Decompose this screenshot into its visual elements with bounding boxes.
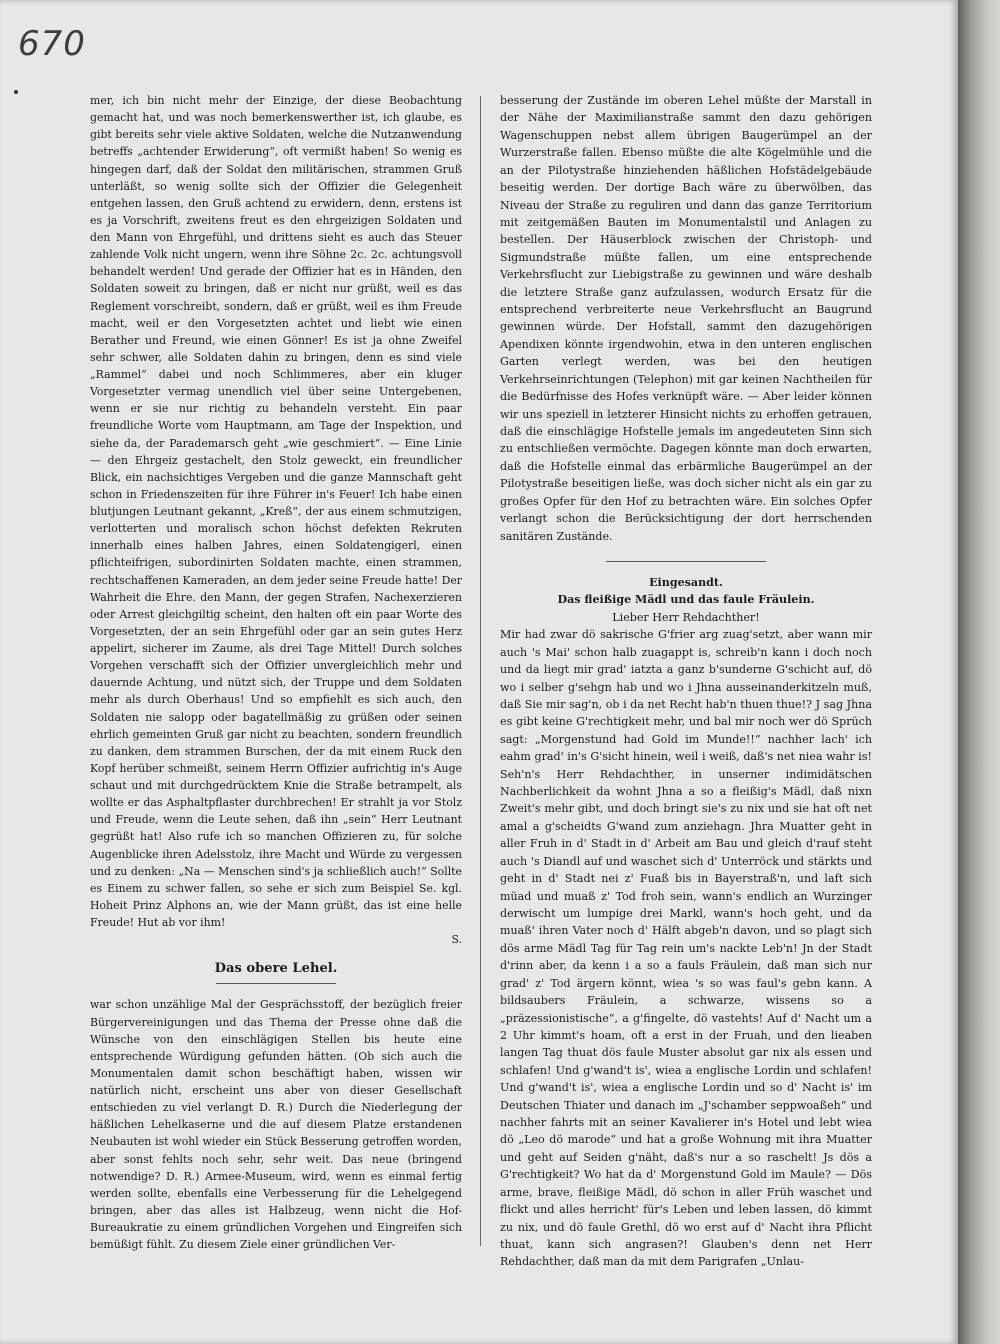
ink-dot	[14, 90, 18, 94]
letter-salutation: Lieber Herr Rehdachther!	[612, 610, 760, 624]
article-heading-oberes-lehel: Das obere Lehel.	[214, 961, 338, 977]
heading-underline	[216, 983, 336, 984]
handwritten-page-number: 670	[18, 24, 86, 64]
right-paragraph-1: besserung der Zustände im oberen Lehel müßte der Marstall in der Nähe der Maximilianstraße sammt den dazu gehörigen Wagenschuppen nebst allem übrigen Baugerümpel an der Wurzerstraße fallen. Ebenso müßte die alte Kögelmühle und die an der Pilotystraße hinziehenden häßlichen Hofstädelgebäude beseitig werden. Der dortige Bach wäre zu überwölben, das Niveau der Straße zu reguliren und dann das ganze Territorium mit zeitgemäßen Bauten im Monumentalstil und Anlagen zu bestellen. Der Häuserblock zwischen der Christoph- und Sigmundstraße müßte fallen, um eine entsprechende Verkehrsflucht zur Liebigstraße zu gewinnen und wäre deshalb die letztere Straße ganz aufzulassen, wodurch Ersatz für die entsprechend verbreiterte neue Verkehrsflucht an Baugrund gewinnen würde. Der Hofstall, sammt den dazugehörigen Apendixen könnte irgendwohin, etwa in den unteren englischen Garten verlegt werden, was bei den heutigen Verkehrseinrichtungen (Telephon) mit gar keinen Nachtheilen für die Bedürfnisse des Hofes verknüpft wäre. — Aber leider können wir uns speziell in letzterer Hinsicht nichts zu erhoffen getrauen, daß die einschlägige Hofstelle jemals im angedeuteten Sinn sich zu entschließen vermöchte. Dagegen könnte man doch erwarten, daß die Hofstelle einmal das erbärmliche Baugerümpel an der Pilotystraße beseitigen ließe, was doch sicher nicht als ein gar zu großes Opfer für den Hof zu betrachten wäre. Ein solches Opfer verlangt schon die Berücksichtigung der dort herrschenden sanitären Zustände.	[500, 94, 872, 543]
section-label-eingesandt: Eingesandt.	[649, 575, 723, 589]
left-paragraph-2: war schon unzählige Mal der Gesprächsstoff, der bezüglich freier Bürgervereinigungen und das Thema der Presse ohne daß die Wünsche von den einschlägigen Stellen bis heute eine entsprechende Würdigung gefunden hätten. (Ob sich auch die Monumentalen damit schon beschäftigt haben, wissen wir natürlich nicht, erscheint uns aber von dieser Gesellschaft entschieden zu viel verlangt D. R.) Durch die Niederlegung der häßlichen Lehelkaserne und die auf diesem Platze erstandenen Neubauten ist wohl wieder ein Stück Besserung getroffen worden, aber sonst fehlts noch sehr, sehr weit. Das neue (bringend notwendige? D. R.) Armee-Museum, wird, wenn es einmal fertig werden sollte, ebenfalls eine Verbesserung für die Lehelgegend bringen, aber das alles ist Halbzeug, wenn nicht die Hof-Bureaukratie zu einem gründlichen Vorgehen und Eingreifen sich bemüßigt fühlt. Zu diesem Ziele einer gründlichen Ver-	[90, 998, 462, 1252]
book-spine-edge	[958, 0, 1000, 1344]
left-column	[90, 92, 462, 1253]
article-signature: S.	[451, 933, 462, 947]
article-heading-maedl: Das fleißige Mädl und das faule Fräulein.	[557, 593, 815, 607]
left-paragraph-1: mer, ich bin nicht mehr der Einzige, der diese Beobachtung gemacht hat, und was noch bemerkenswerther ist, ich glaube, es gibt bereits sehr viele aktive Soldaten, welche die Nutzanwendung betreffs „achtender Erwiderung“, oft vermißt haben! So wenig es hingegen darf, daß der Soldat den militärischen, strammen Gruß unterläßt, so wenig sollte sich der Offizier die Gelegenheit entgehen lassen, den Gruß achtend zu erwidern, denn, erstens ist es ja Vorschrift, zweitens freut es den ehrgeizigen Soldaten und den Mann von Ehrgefühl, und drittens sieht es auch das Steuer zahlende Volk nicht ungern, wenn ihre Söhne 2c. 2c. achtungsvoll behandelt werden! Und gerade der Offizier hat es in Händen, den Soldaten soweit zu bringen, daß er nicht nur grüßt, weil es das Reglement vorschreibt, sondern, daß er grüßt, weil es ihm Freude macht, weil er den Vorgesetzten achtet und liebt wie einen Berather und Freund, wie einen Gönner! Es ist ja ohne Zweifel sehr schwer, alle Soldaten dahin zu bringen, denn es sind viele „Rammel“ dabei und noch Schlimmeres, aber ein kluger Vorgesetzter vermag unendlich viel über seine Untergebenen, wenn er sie nur richtig zu behandeln versteht. Ein paar freundliche Worte vom Hauptmann, am Tage der Inspektion, und siehe da, der Parademarsch geht „wie geschmiert“. — Eine Linie — den Ehrgeiz gestachelt, den Stolz geweckt, ein freundlicher Blick, ein nachsichtiges Vergeben und die ganze Mannschaft geht schon in Friedenszeiten für ihre Führer in's Feuer! Ich habe einen blutjungen Leutnant gekannt, „Kreß“, der aus einem schmutzigen, verlotterten und moralisch schon höchst defekten Rekruten innerhalb eines halben Jahres, einen Soldatengigerl, einen pflichteifrigen, subordinirten Soldaten machte, einen strammen, rechtschaffenen Kameraden, an dem jeder seine Freude hatte! Der Wahrheit die Ehre. den Mann, der gegen Strafen, Nachexerzieren oder Arrest gleichgiltig scheint, den halten oft ein paar Worte des Vorgesetzten, der an sein Ehrgefühl oder gar an sein gutes Herz appelirt, sicherer im Zaume, als drei Tage Mittel! Durch solches Vorgehen verschafft sich der Offizier unvergleichlich mehr und dauernde Achtung, und nützt sich, der Truppe und dem Soldaten mehr als durch Oberhaus! Und so empfiehlt es sich auch, den Soldaten nie salopp oder bagatellmäßig zu grüßen oder seinen ehrlich gemeinten Gruß gar nicht zu beachten, sondern freundlich zu danken, dem strammen Burschen, der da mit einem Ruck den Kopf herüber schmeißt, seinem Herrn Offizier aufrichtig in's Auge schaut und mit durchgedrücktem Knie die Straße betrampelt, als wollte er das Asphaltpflaster durchbrechen! Er strahlt ja vor Stolz und Freude, wenn die Leute sehen, daß ihn „sein“ Herr Leutnant gegrüßt hat! Also rufe ich so manchen Offizieren zu, für solche Augenblicke ihren Adelsstolz, ihre Macht und Würde zu vergessen und zu denken: „Na — Menschen sind's ja schließlich auch!“ Sollte es Einem zu schwer fallen, so sehe er sich zum Beispiel Se. kgl. Hoheit Prinz Alphons an, wie der Mann grüßt, das ist eine helle Freude! Hut ab vor ihm!	[90, 94, 462, 929]
right-column	[500, 92, 872, 1271]
right-paragraph-2: Mir had zwar dö sakrische G'frier arg zuag'setzt, aber wann mir auch 's Mai' schon halb zuagappt is, schreib'n kann i doch noch und da liegt mir grad' iatzta a ganz b'sunderne G'schicht auf, dö wo i selber g'sehgn hab und wo i Jhna ausseinanderkitzeln muß, daß Sie mir sag'n, ob i da net Recht hab'n thuen thue!? J sag Jhna es gibt keine G'rechtigkeit mehr, und bal mir noch wer dö Sprüch sagt: „Morgenstund had Gold im Munde!!“ nachher lach' ich eahm grad' in's G'sicht hinein, weil i weiß, daß's net niea wahr is! Seh'n's Herr Rehdachther, in unserner indimidätschen Nachberlichkeit da wohnt Jhna a so a fleißig's Mädl, daß nixn Zweit's mehr gibt, und doch bringt sie's zu nix und sie hat oft net amal a g'scheidts G'wand zum anziehagn. Jhra Muatter geht in aller Fruh in d' Stadt in d' Arbeit am Bau und gleich d'rauf steht auch 's Diandl auf und waschet sich d' Unterröck und stärkts und geht in d' Stadt nei z' Fuaß bis in Bayerstraß'n, und laft sich müad und muaß z' Tod froh sein, wann's endlich an Wurzinger derwischt um lumpige drei Markl, wann's hoch geht, und da muaß' ihren Vater noch d' Hälft abgeb'n davon, und so plagt sich dös arme Mädl Tag für Tag rein um's nackte Leb'n! Jn der Stadt d'rinn aber, da kenn i a so a fauls Fräulein, daß man sich nur grad' z' Tod ärgern könnt, wiea 's so was faul's gebn kann. A bildsaubers Fräulein, a schwarze, wissens so a „präzessionistische“, a g'fingelte, dö vastehts! Auf d' Nacht um a 2 Uhr kimmt's hoam, oft a erst in der Fruah, und den lieaben langen Tag thuat dös faule Muster absolut gar nix als essen und schlafen! Und g'wand't is', wiea a englische Lordin und schlafen! Und g'wand't is', wiea a englische Lordin und so d' Nacht is' im Deutschen Thiater und danach im „J'schamber seppwoaßeh“ und nachher fahrts mit an seiner Kavalierer in's Hotel und lebt wiea dö „Leo dö marode“ und hat a große Wohnung mit ihra Muatter und geht auf Seiden g'näht, daß's nur a so raschelt! Js dös a G'rechtigkeit? Wo hat da d' Morgenstund Gold im Maule? — Dös arme, brave, fleißige Mädl, dö schon in aller Früh waschet und flickt und alles herricht' für's Leben und leben lassen, dö kimmt zu nix, und dö faule Grethl, dö wo erst auf d' Nacht ihra Pflicht thuat, kann sich angrasen?! Glauben's denn net Herr Rehdachther, daß man da mit dem Parigrafen „Unlau-	[500, 628, 872, 1269]
section-divider	[606, 561, 766, 562]
column-divider	[480, 96, 481, 1246]
